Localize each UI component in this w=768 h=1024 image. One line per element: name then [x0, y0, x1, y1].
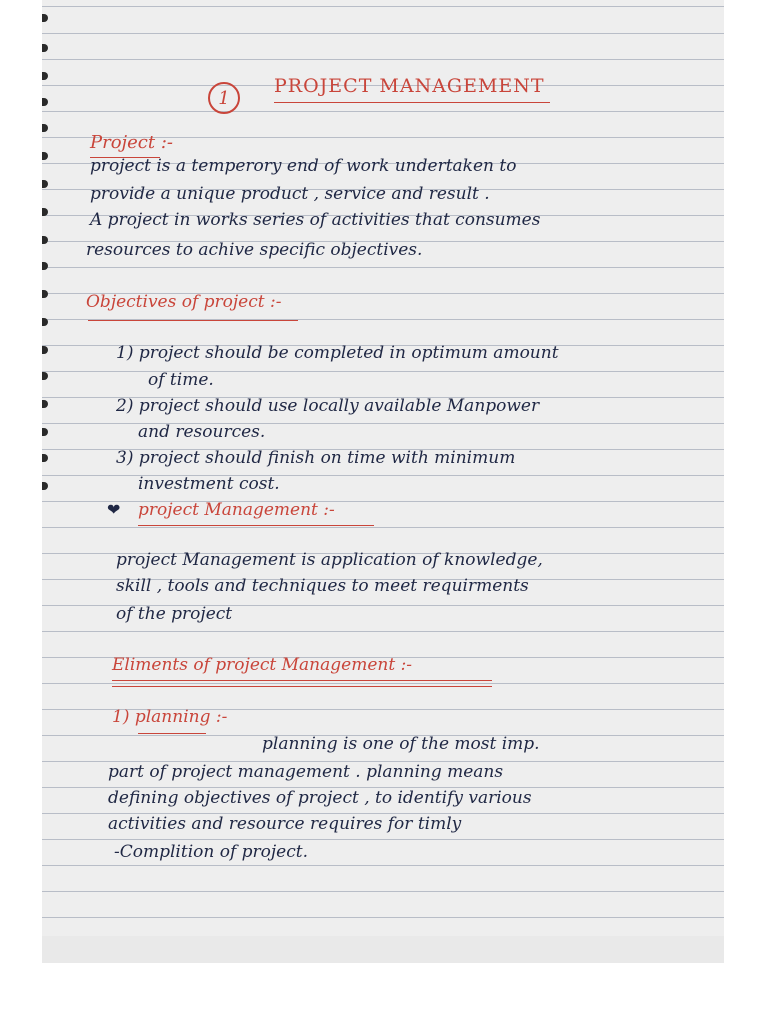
binding-hole	[42, 454, 48, 462]
binding-hole	[42, 124, 48, 132]
objective-line-3: 2) project should use locally available Manpower	[116, 396, 540, 416]
heading-underline	[112, 680, 492, 681]
heading-underline	[138, 733, 206, 734]
bullet-mark-icon: ❤	[107, 500, 121, 519]
heading-underline	[138, 525, 374, 526]
binding-hole	[42, 400, 48, 408]
notebook-page	[42, 0, 724, 963]
pm-line-3: of the project	[116, 604, 233, 624]
pm-line-2: skill , tools and techniques to meet requirments	[116, 576, 529, 596]
binding-hole	[42, 482, 48, 490]
planning-line-4: activities and resource requires for timly	[108, 814, 462, 834]
binding-hole	[42, 428, 48, 436]
binding-hole	[42, 180, 48, 188]
section-heading-planning: 1) planning :-	[112, 707, 228, 727]
project-line-3: A project in works series of activities that consumes	[90, 210, 541, 230]
project-line-2: provide a unique product , service and result .	[90, 184, 490, 204]
objective-line-6: investment cost.	[138, 474, 280, 494]
planning-line-3: defining objectives of project , to identify various	[108, 788, 532, 808]
heading-underline	[88, 320, 298, 321]
page-bottom-margin	[42, 936, 724, 963]
planning-line-1: planning is one of the most imp.	[262, 734, 540, 754]
binding-hole	[42, 372, 48, 380]
section-heading-project: Project :-	[90, 132, 173, 153]
pm-line-1: project Management is application of knowledge,	[116, 550, 543, 570]
binding-hole	[42, 44, 48, 52]
binding-hole	[42, 318, 48, 326]
heading-number: 1	[208, 82, 240, 114]
binding-hole	[42, 152, 48, 160]
planning-line-5: -Complition of project.	[114, 842, 308, 862]
binding-hole	[42, 262, 48, 270]
objective-line-4: and resources.	[138, 422, 266, 442]
binding-hole	[42, 290, 48, 298]
project-line-4: resources to achive specific objectives.	[86, 240, 423, 260]
binding-hole	[42, 208, 48, 216]
binding-hole	[42, 14, 48, 22]
binding-hole	[42, 98, 48, 106]
objective-line-1: 1) project should be completed in optimum amount	[116, 343, 559, 363]
project-line-1: project is a temperory end of work undertaken to	[90, 156, 517, 176]
objective-line-2: of time.	[148, 370, 214, 390]
page-title: PROJECT MANAGEMENT	[274, 75, 545, 97]
binding-hole	[42, 72, 48, 80]
planning-line-2: part of project management . planning means	[108, 762, 504, 782]
objective-line-5: 3) project should finish on time with minimum	[116, 448, 516, 468]
binding-hole	[42, 346, 48, 354]
section-heading-project-management: project Management :-	[138, 500, 335, 520]
binding-hole	[42, 236, 48, 244]
section-heading-objectives: Objectives of project :-	[86, 292, 282, 312]
section-heading-elements: Eliments of project Management :-	[112, 655, 413, 675]
heading-underline	[112, 686, 492, 687]
title-underline	[274, 102, 550, 103]
